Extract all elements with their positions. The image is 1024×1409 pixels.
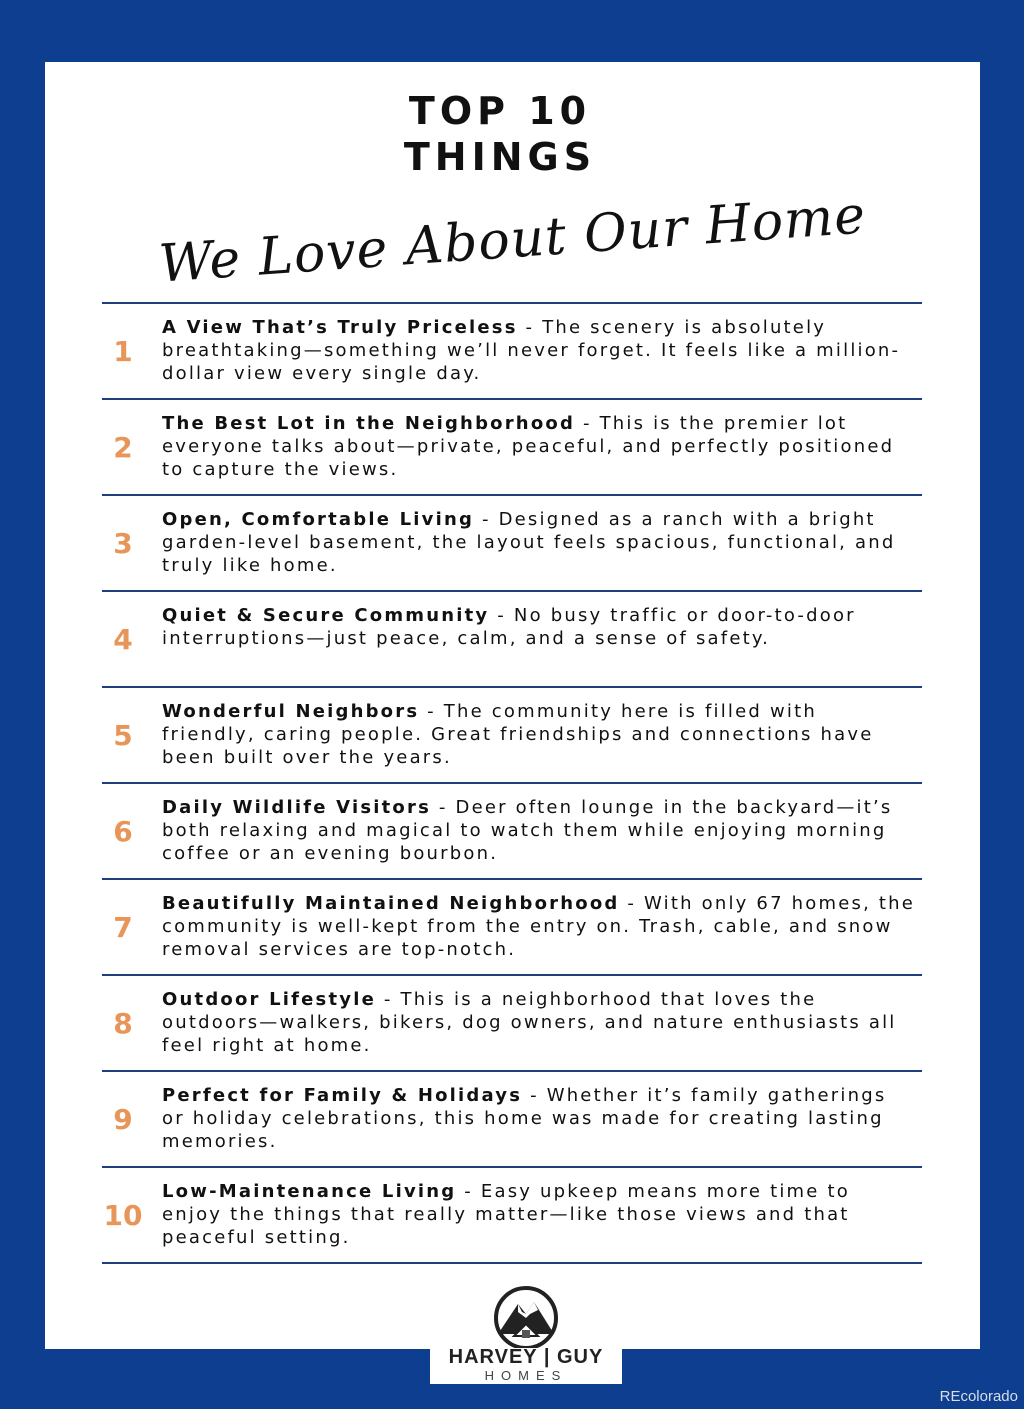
item-separator: - <box>619 893 645 914</box>
item-text <box>162 316 917 385</box>
item-heading: Open, Comfortable Living <box>162 509 475 530</box>
item-separator: - <box>456 1181 481 1202</box>
item-description: The scenery is absolutely breathtaking—something we’ll never forget. It feels like a million-dollar view every single day. <box>162 317 901 384</box>
item-number: 6 <box>113 814 133 848</box>
item-number: 8 <box>113 1006 133 1040</box>
item-number: 3 <box>113 526 133 560</box>
item-separator: - <box>419 701 444 722</box>
item-text <box>162 892 917 961</box>
item-text <box>162 988 917 1057</box>
item-number: 4 <box>113 622 133 656</box>
item-heading: Outdoor Lifestyle <box>162 989 376 1010</box>
top-ten-list <box>102 302 922 1264</box>
item-number: 9 <box>113 1102 133 1136</box>
item-text <box>162 412 917 481</box>
brand-name: HARVEY | GUY <box>448 1346 604 1368</box>
item-text <box>162 700 917 769</box>
list-item <box>102 1166 922 1264</box>
list-item <box>102 1070 922 1166</box>
item-separator: - <box>575 413 600 434</box>
item-separator: - <box>376 989 401 1010</box>
mountain-house-logo-icon <box>488 1284 564 1348</box>
item-description: Easy upkeep means more time to enjoy the things that really matter—like those views and that peaceful setting. <box>162 1181 850 1248</box>
list-item <box>102 494 922 590</box>
brand-logo <box>430 1274 622 1384</box>
list-item <box>102 878 922 974</box>
item-heading: Quiet & Secure Community <box>162 605 490 626</box>
item-description: No busy traffic or door-to-door interruptions—just peace, calm, and a sense of safety. <box>162 605 856 649</box>
list-item <box>102 398 922 494</box>
item-heading: A View That’s Truly Priceless <box>162 317 518 338</box>
item-description: This is a neighborhood that loves the outdoors—walkers, bikers, dog owners, and nature enthusiasts all feel right at home. <box>162 989 897 1056</box>
item-description: Designed as a ranch with a bright garden-level basement, the layout feels spacious, functional, and truly like home. <box>162 509 896 576</box>
item-description: With only 67 homes, the community is well-kept from the entry on. Trash, cable, and snow removal services are top-notch. <box>162 893 916 960</box>
item-separator: - <box>489 605 514 626</box>
item-number: 2 <box>113 430 133 464</box>
item-description: The community here is filled with friendly, caring people. Great friendships and connections have been built over the years. <box>162 701 874 768</box>
watermark: REcolorado <box>939 1388 1018 1405</box>
item-text <box>162 1084 917 1153</box>
brand-subtitle: HOMES <box>484 1368 568 1383</box>
list-item <box>102 782 922 878</box>
item-separator: - <box>517 317 543 338</box>
list-item <box>102 302 922 398</box>
item-heading: Wonderful Neighbors <box>162 701 420 722</box>
item-description: This is the premier lot everyone talks about—private, peaceful, and perfectly positioned to capture the views. <box>162 413 895 480</box>
item-number: 5 <box>113 718 133 752</box>
item-text <box>162 604 917 650</box>
item-description: Deer often lounge in the backyard—it’s both relaxing and magical to watch them while enjoying morning coffee or an evening bourbon. <box>162 797 893 864</box>
item-heading: Daily Wildlife Visitors <box>162 797 431 818</box>
item-separator: - <box>522 1085 547 1106</box>
item-heading: The Best Lot in the Neighborhood <box>162 413 576 434</box>
list-item <box>102 974 922 1070</box>
item-number: 10 <box>103 1198 143 1232</box>
list-item <box>102 686 922 782</box>
item-heading: Low-Maintenance Living <box>162 1181 457 1202</box>
item-text <box>162 508 917 577</box>
item-description: Whether it’s family gatherings or holiday celebrations, this home was made for creating lasting memories. <box>162 1085 887 1152</box>
item-text <box>162 796 917 865</box>
list-item <box>102 590 922 686</box>
title <box>45 88 955 180</box>
item-heading: Perfect for Family & Holidays <box>162 1085 523 1106</box>
flyer-card <box>45 62 980 1383</box>
title-line-1: TOP 10 <box>408 89 592 133</box>
item-heading: Beautifully Maintained Neighborhood <box>162 893 620 914</box>
item-number: 7 <box>113 910 133 944</box>
subtitle-script: We Love About Our Home <box>157 185 868 295</box>
item-separator: - <box>474 509 499 530</box>
item-number: 1 <box>113 334 133 368</box>
item-separator: - <box>430 797 456 818</box>
title-line-2: THINGS <box>403 135 597 179</box>
item-text <box>162 1180 917 1249</box>
